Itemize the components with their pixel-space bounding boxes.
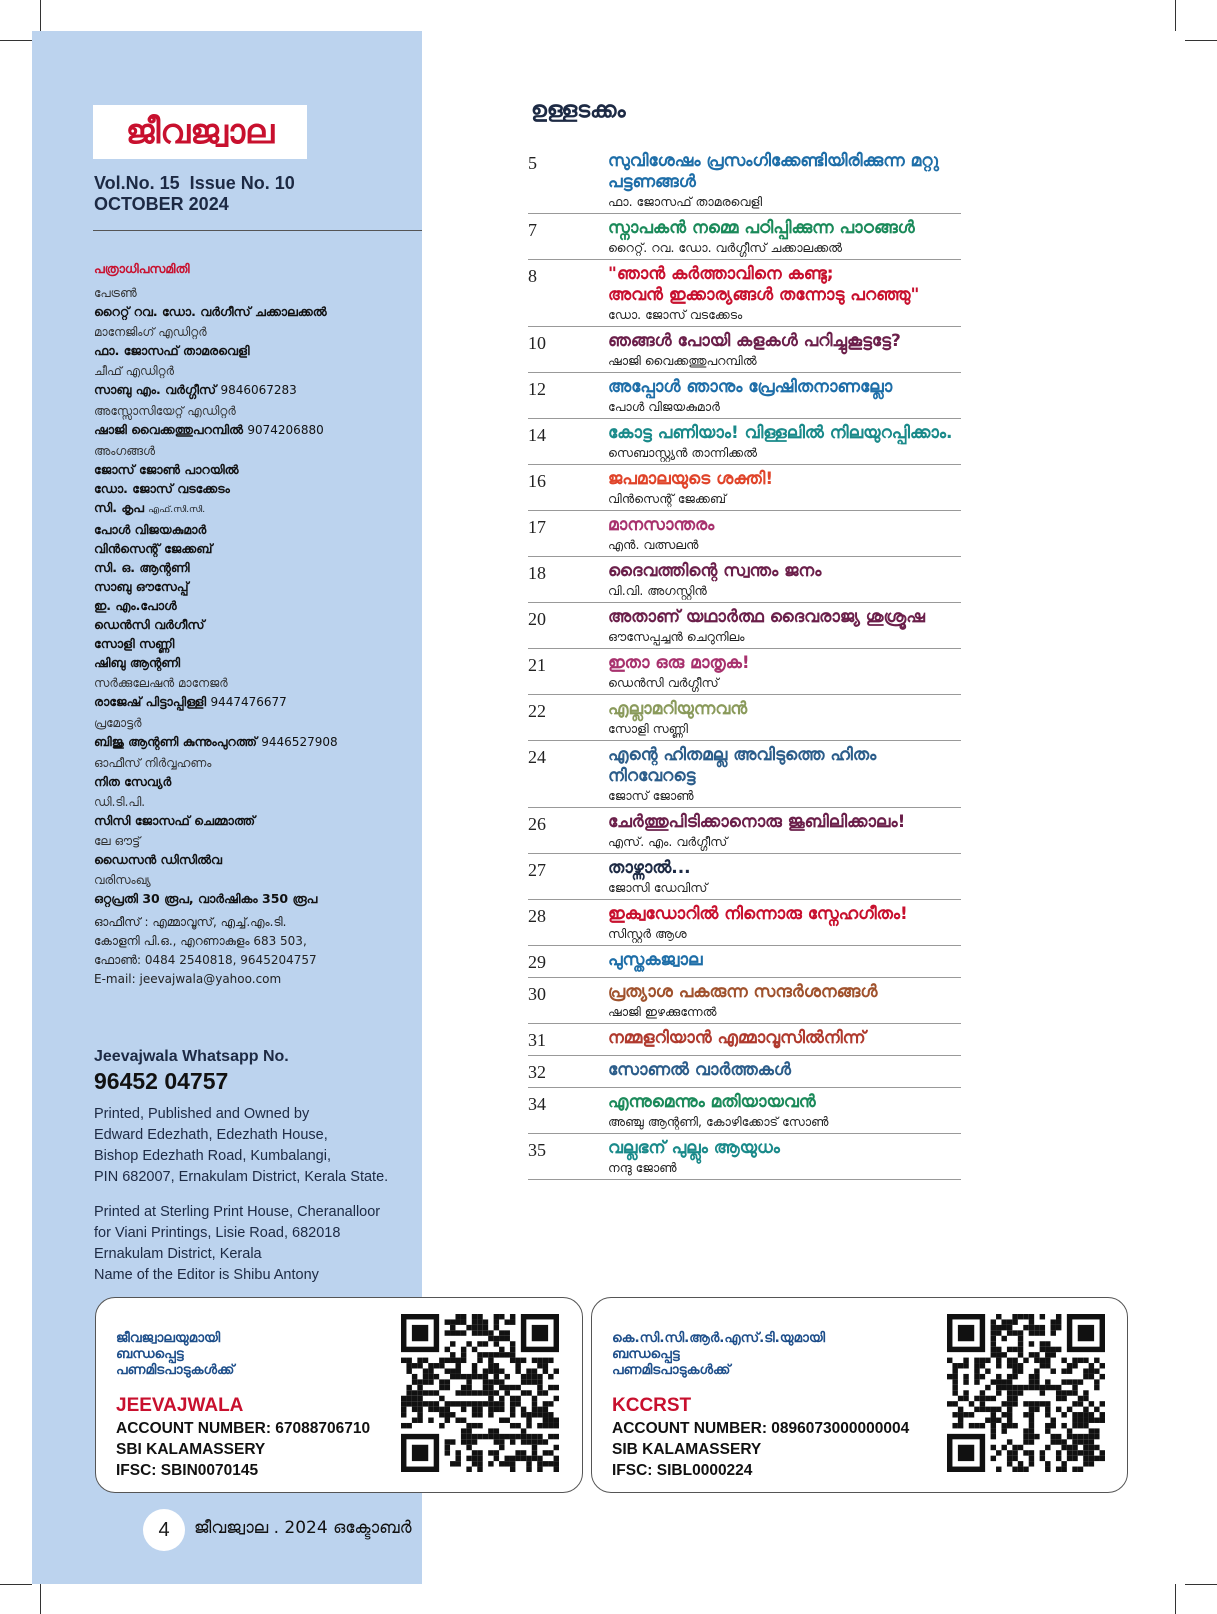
account-number: ACCOUNT NUMBER: 0896073000000004: [612, 1420, 910, 1437]
toc-article-title[interactable]: എല്ലാമറിയുന്നവൻ: [608, 699, 748, 719]
toc-page-number: 26: [528, 814, 546, 834]
office-line: കോളനി പി.ഒ., എറണാകുളം 683 503,: [94, 934, 307, 948]
toc-entry[interactable]: [528, 419, 961, 465]
member-name: സി. കൃപ: [94, 500, 144, 515]
footer-text: ജീവജ്വാല . 2024 ഒക്ടോബർ: [194, 1518, 412, 1538]
board-member: [94, 479, 414, 498]
board-heading: പത്രാധിപസമിതി: [94, 261, 190, 276]
toc-page-number: 29: [528, 952, 546, 972]
board-role: ഡി.ടി.പി.: [94, 795, 146, 809]
member-suffix: എഫ്.സി.സി.: [148, 505, 206, 515]
member-name: സോളി സണ്ണി: [94, 636, 175, 651]
whatsapp-number[interactable]: 96452 04757: [94, 1068, 229, 1094]
member-name: ഇ. എം.പോൾ: [94, 598, 177, 613]
toc-entry[interactable]: [528, 214, 961, 260]
toc-entry[interactable]: [528, 1024, 961, 1056]
toc-title: ഉള്ളടക്കം: [531, 98, 626, 123]
toc-article-title[interactable]: കോട്ട പണിയാം! വിള്ളലിൽ നിലയുറപ്പിക്കാം.: [608, 423, 953, 443]
toc-author: ഷാജി വൈക്കത്തുപറമ്പിൽ: [608, 353, 757, 368]
member-name: ഒറ്റപ്രതി 30 രൂപ, വാർഷികം 350 രൂപ: [94, 891, 318, 906]
ifsc-code: IFSC: SBIN0070145: [116, 1462, 259, 1479]
toc-article-title[interactable]: ജപമാലയുടെ ശക്തി!: [608, 469, 774, 489]
toc-author: ഡോ. ജോസ് വടക്കേടം: [608, 307, 743, 322]
board-member: [94, 498, 414, 520]
board-member: [94, 558, 414, 577]
whatsapp-label: Jeevajwala Whatsapp No.: [94, 1048, 289, 1065]
toc-page-number: 21: [528, 655, 546, 675]
toc-entry[interactable]: [528, 511, 961, 557]
board-member: [94, 420, 414, 440]
toc-page-number: 30: [528, 984, 546, 1004]
editorial-board: [94, 261, 414, 989]
issue-date: OCTOBER 2024: [94, 194, 229, 214]
toc-author: റൈറ്റ്. റവ. ഡോ. വർഗ്ഗീസ് ചക്കാലക്കൽ: [608, 240, 843, 255]
toc-article-title[interactable]: അപ്പോൾ ഞാനും പ്രേഷിതനാണല്ലോ: [608, 377, 893, 397]
crop-mark: [1175, 1584, 1176, 1614]
toc-author: ഡെൻസി വർഗ്ഗീസ്: [608, 675, 719, 690]
account-name: JEEVAJWALA: [116, 1395, 244, 1416]
member-name: ഡെൻസി വർഗീസ്: [94, 617, 205, 632]
toc-page-number: 10: [528, 333, 546, 353]
toc-author: ഷാജി ഇഴക്കുന്നേൽ: [608, 1004, 717, 1019]
toc-entry[interactable]: [528, 465, 961, 511]
member-name: ഷിബു ആന്റണി: [94, 655, 181, 670]
toc-entry[interactable]: [528, 900, 961, 946]
member-phone: 9447476677: [210, 695, 287, 709]
member-name: പോൾ വിജയകുമാർ: [94, 522, 207, 537]
board-member: [94, 520, 414, 539]
toc-entry[interactable]: [528, 946, 961, 978]
board-role: പ്രമോട്ടർ: [94, 716, 142, 730]
crop-mark: [40, 1584, 41, 1614]
board-member: [94, 811, 414, 830]
toc-article-title[interactable]: "ഞാൻ കർത്താവിനെ കണ്ടു; അവൻ ഇക്കാര്യങ്ങൾ തന്നോടു പറഞ്ഞു": [608, 264, 920, 305]
toc-author: സോളി സണ്ണി: [608, 721, 688, 736]
toc-article-title[interactable]: താഴ്ന്നാൽ...: [608, 858, 691, 878]
toc-author: ജോസി ഡേവിസ്: [608, 880, 708, 895]
board-role: മാനേജിംഗ് എഡിറ്റർ: [94, 325, 207, 339]
toc-article-title[interactable]: ദൈവത്തിന്റെ സ്വന്തം ജനം: [608, 561, 822, 581]
board-member: [94, 302, 414, 321]
board-member: [94, 341, 414, 360]
toc-article-title[interactable]: പ്രത്യാശ പകരുന്ന സന്ദർശനങ്ങൾ: [608, 982, 878, 1002]
toc-entry[interactable]: [528, 808, 961, 854]
toc-article-title[interactable]: നമ്മളറിയാൻ എമ്മാവൂസിൽനിന്ന്: [608, 1028, 866, 1048]
toc-article-title[interactable]: ഇക്വഡോറിൽ നിന്നൊരു സ്നേഹഗീതം!: [608, 904, 908, 924]
toc-entry[interactable]: [528, 649, 961, 695]
member-name: ഫാ. ജോസഫ് താമരവെളി: [94, 343, 250, 358]
toc-page-number: 34: [528, 1094, 546, 1114]
ifsc-code: IFSC: SIBL0000224: [612, 1462, 753, 1479]
toc-entry[interactable]: [528, 854, 961, 900]
board-role: പേട്രൺ: [94, 286, 137, 300]
crop-mark: [1185, 40, 1217, 41]
volume-issue: Vol.No. 15 Issue No. 10: [94, 173, 295, 193]
printer-line: Printed at Sterling Print House, Cheranalloor: [94, 1204, 381, 1220]
account-card-kccrst: [591, 1297, 1128, 1493]
member-name: സിസി ജോസഫ് ചെമ്മാത്ത്: [94, 813, 256, 828]
publisher-line: Printed, Published and Owned by: [94, 1106, 310, 1122]
toc-author: ഫാ. ജോസഫ് താമരവെളി: [608, 194, 763, 209]
toc-page-number: 22: [528, 701, 546, 721]
toc-page-number: 16: [528, 471, 546, 491]
toc-author: പോൾ വിജയകുമാർ: [608, 399, 720, 414]
member-phone: 9846067283: [220, 383, 297, 397]
issue-info: [94, 173, 295, 215]
toc-page-number: 28: [528, 906, 546, 926]
toc-author: നന്ദു ജോൺ: [608, 1160, 677, 1175]
office-line: ഓഫീസ് : എമ്മാവൂസ്, എച്ച്.എം.ടി.: [94, 915, 287, 929]
board-member: [94, 634, 414, 653]
office-line: E-mail: jeevajwala@yahoo.com: [94, 972, 282, 986]
board-member: [94, 889, 414, 908]
toc-author: ഔസേപ്പച്ചൻ ചെറുനിലം: [608, 629, 745, 644]
printer-line: for Viani Printings, Lisie Road, 682018: [94, 1225, 341, 1241]
member-name: ബിജു ആന്റണി കുന്നുംപുറത്ത്: [94, 734, 257, 749]
toc-entry[interactable]: [528, 603, 961, 649]
qr-code-icon[interactable]: [401, 1314, 559, 1472]
board-role: വരിസംഖ്യ: [94, 873, 151, 887]
toc-author: വി.വി. അഗസ്റ്റിൻ: [608, 583, 707, 598]
toc-article-title[interactable]: ചേർത്തുപിടിക്കാനൊരു ജൂബിലിക്കാലം!: [608, 812, 906, 832]
crop-mark: [40, 0, 41, 31]
board-member: [94, 460, 414, 479]
toc-page-number: 12: [528, 379, 546, 399]
account-blurb: ജീവജ്വാലയുമായി ബന്ധപ്പെട്ട പണമിടപാടുകൾക്ക്: [116, 1330, 235, 1378]
toc-author: എസ്. എം. വർഗ്ഗീസ്: [608, 834, 728, 849]
toc-page-number: 14: [528, 425, 546, 445]
toc-article-title[interactable]: സുവിശേഷം പ്രസംഗിക്കേണ്ടിയിരിക്കുന്ന മറ്റു പട്ടണങ്ങൾ: [608, 151, 939, 192]
toc-author: സെബാസ്റ്റ്യൻ താന്നിക്കൽ: [608, 445, 758, 460]
member-phone: 9074206880: [247, 423, 324, 437]
printer-info: [94, 1202, 380, 1286]
board-member: [94, 850, 414, 869]
account-name: KCCRST: [612, 1395, 692, 1416]
toc-entry[interactable]: [528, 695, 961, 741]
printer-line: Name of the Editor is Shibu Antony: [94, 1267, 319, 1283]
toc-article-title[interactable]: സ്നാപകൻ നമ്മെ പഠിപ്പിക്കുന്ന പാഠങ്ങൾ: [608, 218, 915, 238]
crop-mark: [0, 1584, 32, 1585]
member-name: റൈറ്റ് റവ. ഡോ. വർഗീസ് ചക്കാലക്കൽ: [94, 304, 327, 319]
toc-article-title[interactable]: എന്നുമെന്നും മതിയായവൻ: [608, 1092, 816, 1112]
account-details: [116, 1418, 370, 1481]
office-address: [94, 913, 414, 989]
crop-mark: [0, 40, 32, 41]
toc-entry[interactable]: [528, 978, 961, 1024]
toc-author: അഞ്ചു ആന്റണി, കോഴിക്കോട് സോൺ: [608, 1114, 829, 1129]
board-member: [94, 615, 414, 634]
toc-entry[interactable]: [528, 557, 961, 603]
board-member: [94, 772, 414, 791]
toc-entry[interactable]: [528, 327, 961, 373]
toc-entry[interactable]: [528, 373, 961, 419]
toc-page-number: 32: [528, 1062, 546, 1082]
board-member: [94, 692, 414, 712]
toc-article-title[interactable]: സോണൽ വാർത്തകൾ: [608, 1060, 791, 1080]
account-blurb: കെ.സി.സി.ആർ.എസ്.ടി.യുമായി ബന്ധപ്പെട്ട പണമിടപാടുകൾക്ക്: [612, 1330, 826, 1378]
board-member: [94, 596, 414, 615]
board-role: അംഗങ്ങൾ: [94, 444, 156, 458]
toc-article-title[interactable]: ഇതാ ഒരു മാതൃക!: [608, 653, 750, 673]
toc-entry[interactable]: [528, 1134, 961, 1180]
toc-page-number: 5: [528, 153, 537, 173]
member-name: രാജേഷ് പിട്ടാപ്പിള്ളി: [94, 694, 207, 709]
toc-page-number: 27: [528, 860, 546, 880]
toc-author: എൻ. വത്സലൻ: [608, 537, 699, 552]
account-number: ACCOUNT NUMBER: 67088706710: [116, 1420, 371, 1437]
toc-article-title[interactable]: വല്ലഭന് പുല്ലും ആയുധം: [608, 1138, 780, 1158]
account-card-jeevajwala: [95, 1297, 583, 1493]
board-member: [94, 653, 414, 672]
office-line: ഫോൺ: 0484 2540818, 9645204757: [94, 953, 317, 967]
printer-line: Ernakulam District, Kerala: [94, 1246, 262, 1262]
toc-entry[interactable]: [528, 741, 961, 808]
account-details: [612, 1418, 909, 1481]
publisher-line: Bishop Edezhath Road, Kumbalangi,: [94, 1148, 331, 1164]
table-of-contents: [528, 147, 961, 1180]
member-phone: 9446527908: [261, 735, 338, 749]
bank-name: SIB KALAMASSERY: [612, 1441, 762, 1458]
board-role: അസ്സോസിയേറ്റ് എഡിറ്റർ: [94, 404, 236, 418]
toc-entry[interactable]: [528, 1088, 961, 1134]
toc-page-number: 17: [528, 517, 546, 537]
member-name: വിൻസെന്റ് ജേക്കബ്: [94, 541, 213, 556]
bank-name: SBI KALAMASSERY: [116, 1441, 266, 1458]
toc-entry[interactable]: [528, 1056, 961, 1088]
board-role: ചീഫ് എഡിറ്റർ: [94, 364, 175, 378]
toc-page-number: 18: [528, 563, 546, 583]
board-role: ഓഫീസ് നിർവ്വഹണം: [94, 756, 212, 770]
member-name: സാബു എം. വർഗ്ഗീസ്: [94, 382, 217, 397]
qr-code-icon[interactable]: [947, 1314, 1105, 1472]
jeevajwala-logo: ജീവജ്വാല: [93, 105, 307, 159]
crop-mark: [1185, 1584, 1217, 1585]
publisher-line: Edward Edezhath, Edezhath House,: [94, 1127, 328, 1143]
board-role: ലേ ഔട്ട്: [94, 834, 141, 848]
board-member: [94, 732, 414, 752]
toc-article-title[interactable]: അതാണ് യഥാർത്ഥ ദൈവരാജ്യ ശുശ്രൂഷ: [608, 607, 925, 627]
toc-article-title[interactable]: എന്റെ ഹിതമല്ല അവിടുത്തെ ഹിതം നിറവേറട്ടെ: [608, 745, 877, 786]
toc-article-title[interactable]: ഞങ്ങൾ പോയി കളകൾ പറിച്ചുകൂട്ടട്ടേ?: [608, 331, 901, 351]
member-name: സി. ഒ. ആന്റണി: [94, 560, 190, 575]
toc-page-number: 24: [528, 747, 546, 767]
member-name: ഡൈസൻ ഡിസിൽവ: [94, 852, 222, 867]
toc-article-title[interactable]: മാനസാന്തരം: [608, 515, 715, 535]
toc-entry[interactable]: [528, 147, 961, 214]
member-name: ജോസ് ജോൺ പാറയിൽ: [94, 462, 239, 477]
member-name: ഡോ. ജോസ് വടക്കേടം: [94, 481, 230, 496]
toc-author: വിൻസെന്റ് ജേക്കബ്: [608, 491, 726, 506]
member-name: നിത സേവ്യർ: [94, 774, 172, 789]
divider: [93, 230, 422, 231]
toc-author: സിസ്റ്റർ ആശ: [608, 926, 687, 941]
toc-page-number: 20: [528, 609, 546, 629]
board-member: [94, 577, 414, 596]
publisher-line: PIN 682007, Ernakulam District, Kerala State.: [94, 1169, 389, 1185]
publisher-info: [94, 1104, 388, 1188]
board-member: [94, 539, 414, 558]
toc-entry[interactable]: [528, 260, 961, 327]
toc-page-number: 7: [528, 220, 537, 240]
toc-author: ജോസ് ജോൺ: [608, 788, 694, 803]
member-name: സാബു ഔസേപ്പ്: [94, 579, 189, 594]
member-name: ഷാജി വൈക്കത്തുപറമ്പിൽ: [94, 422, 244, 437]
crop-mark: [1175, 0, 1176, 31]
toc-article-title[interactable]: പുസ്തകജ്വാല: [608, 950, 703, 970]
board-role: സർക്കുലേഷൻ മാനേജർ: [94, 676, 228, 690]
toc-page-number: 31: [528, 1030, 546, 1050]
board-member: [94, 380, 414, 400]
toc-page-number: 8: [528, 266, 537, 286]
page-number: 4: [143, 1509, 185, 1551]
toc-page-number: 35: [528, 1140, 546, 1160]
